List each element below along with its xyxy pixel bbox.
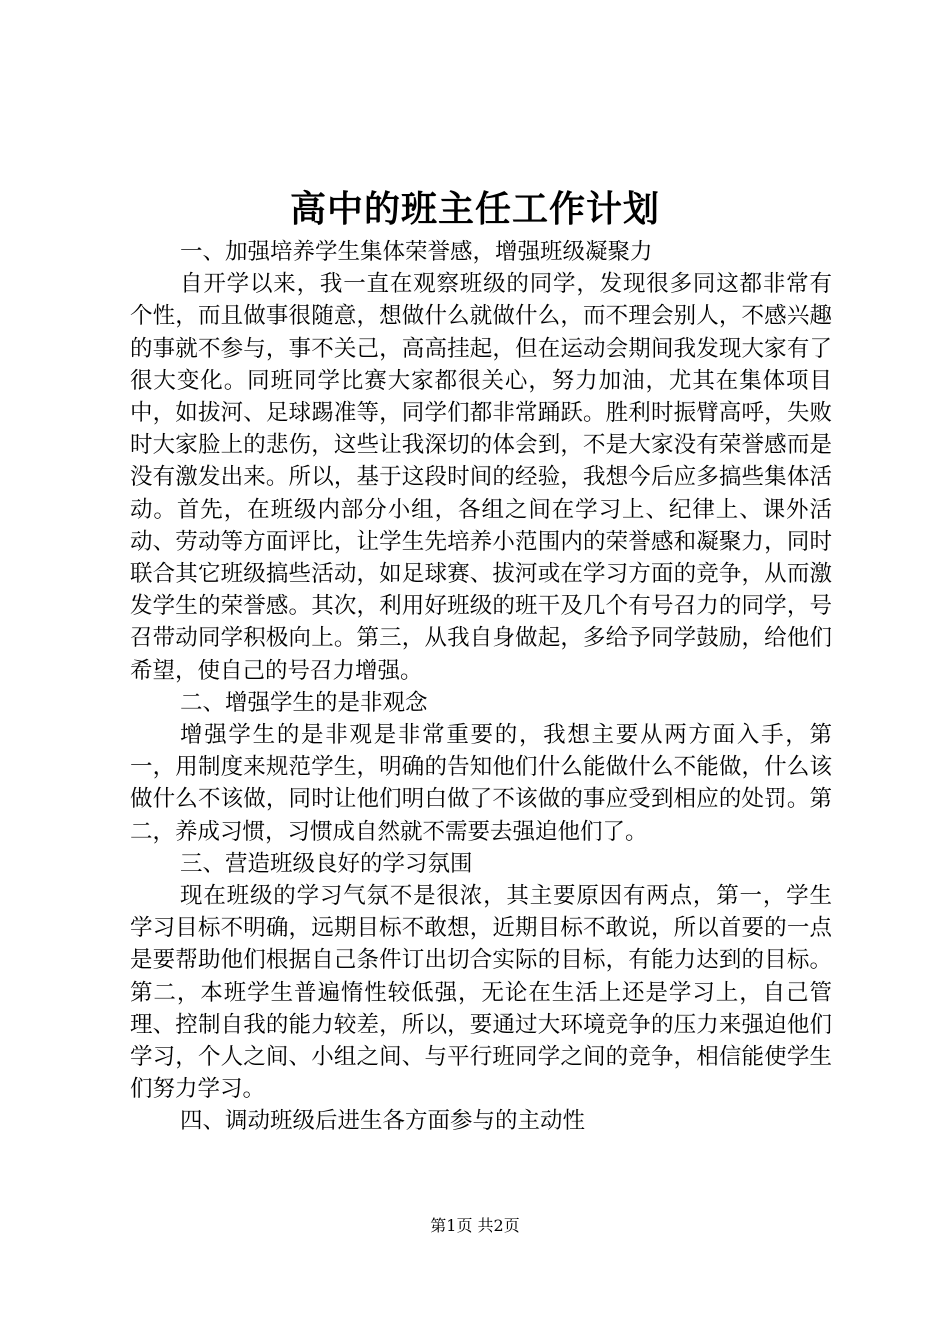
- section-2-heading: 二、增强学生的是非观念: [180, 689, 428, 716]
- section-2-paragraph: 增强学生的是非观是非常重要的，我想主要从两方面入手，第一，用制度来规范学生，明确的告知他们什么能做什么不能做，什么该做什么不该做，同时让他们明白做了不该做的事应受到相应的处罚。第二，养成习惯，习惯成自然就不需要去强迫他们了。: [130, 722, 832, 845]
- section-1-paragraph: 自开学以来，我一直在观察班级的同学，发现很多同这都非常有个性，而且做事很随意，想做什么就做什么，而不理会别人，不感兴趣的事就不参与，事不关己，高高挂起，但在运动会期间我发现大家有了很大变化。同班同学比赛大家都很关心，努力加油，尤其在集体项目中，如拔河、足球踢准等，同学们都非常踊跃。胜利时振臂高呼，失败时大家脸上的悲伤，这些让我深切的体会到，不是大家没有荣誉感而是没有激发出来。所以，基于这段时间的经验，我想今后应多搞些集体活动。首先，在班级内部分小组，各组之间在学习上、纪律上、课外活动、劳动等方面评比，让学生先培养小范围内的荣誉感和凝聚力，同时联合其它班级搞些活动，如足球赛、拔河或在学习方面的竞争，从而激发学生的荣誉感。其次，利用好班级的班干及几个有号召力的同学，号召带动同学积极向上。第三，从我自身做起，多给予同学鼓励，给他们希望，使自己的号召力增强。: [130, 271, 832, 684]
- section-4-heading: 四、调动班级后进生各方面参与的主动性: [180, 1108, 586, 1135]
- section-3-paragraph: 现在班级的学习气氛不是很浓，其主要原因有两点，第一，学生学习目标不明确，远期目标不敢想，近期目标不敢说，所以首要的一点是要帮助他们根据自己条件订出切合实际的目标，有能力达到的目标。第二，本班学生普遍惰性较低强，无论在生活上还是学习上，自己管理、控制自我的能力较差，所以，要通过大环境竞争的压力来强迫他们学习，个人之间、小组之间、与平行班同学之间的竞争，相信能使学生们努力学习。: [130, 883, 832, 1103]
- document-title: 高中的班主任工作计划: [289, 188, 660, 230]
- section-3-heading: 三、营造班级良好的学习氛围: [180, 850, 473, 877]
- section-1-heading: 一、加强培养学生集体荣誉感，增强班级凝聚力: [180, 239, 653, 265]
- document-body: [130, 236, 832, 1138]
- page-footer: 第1页 共2页: [430, 1216, 520, 1235]
